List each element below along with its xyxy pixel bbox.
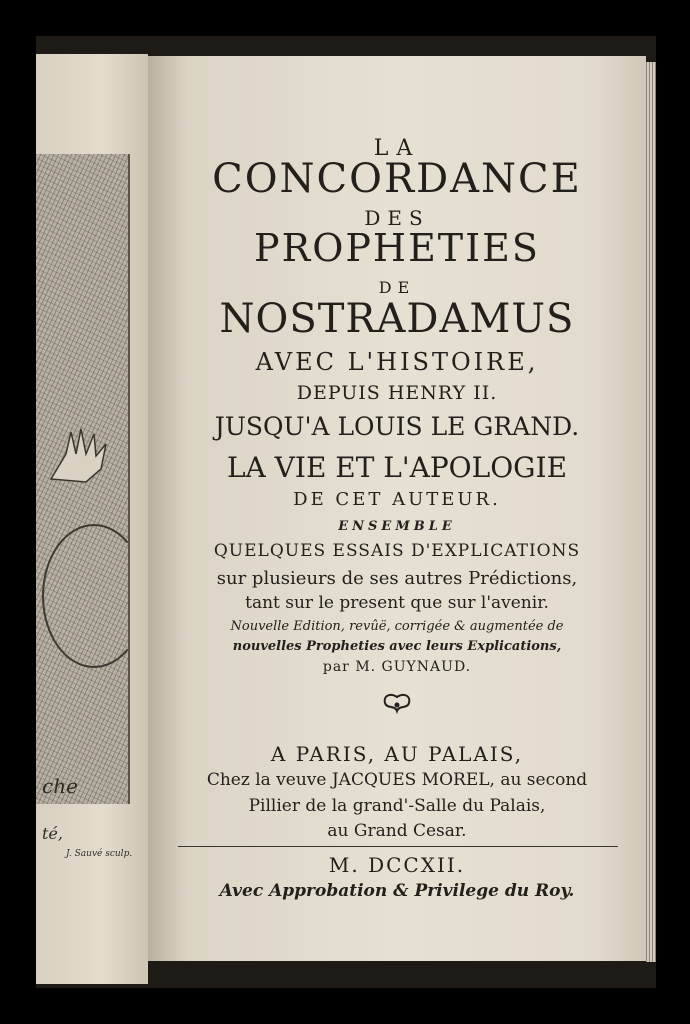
title-nouvelles-propheties: nouvelles Propheties avec leurs Explications, [232, 639, 562, 654]
frontispiece-caption-2: té, [42, 824, 63, 843]
title-ensemble: ENSEMBLE [338, 519, 456, 534]
title-vie-apologie: LA VIE ET L'APOLOGIE [226, 451, 568, 484]
imprint-rule [178, 846, 618, 847]
title-author: par M. GUYNAUD. [322, 659, 472, 675]
imprint-cesar: au Grand Cesar. [327, 821, 467, 841]
title-des: DES [364, 206, 430, 230]
title-propheties: PROPHETIES [254, 226, 540, 270]
imprint-paris: A PARIS, AU PALAIS, [270, 742, 524, 766]
title-la: LA [373, 136, 421, 161]
title-sur-plusieurs: sur plusieurs de ses autres Prédictions, [216, 568, 578, 589]
engraver-signature: J. Sauvé sculp. [66, 849, 133, 859]
title-nouvelle-edition: Nouvelle Edition, revûë, corrigée & augmentée de [230, 619, 564, 634]
imprint-chez: Chez la veuve JACQUES MOREL, au second [206, 770, 588, 790]
imprint-date: M. DCCXII. [328, 853, 466, 877]
page-edges [646, 62, 656, 962]
imprint-pillier: Pillier de la grand'-Salle du Palais, [248, 796, 546, 816]
imprint-approbation: Avec Approbation & Privilege du Roy. [219, 881, 575, 901]
book-photo [36, 36, 656, 988]
title-avec-histoire: AVEC L'HISTOIRE, [255, 348, 539, 376]
title-quelques-essais: QUELQUES ESSAIS D'EXPLICATIONS [213, 541, 581, 561]
frontispiece-page [36, 54, 148, 984]
hand-illustration [46, 424, 116, 484]
title-nostradamus: NOSTRADAMUS [219, 296, 575, 342]
title-tant-sur: tant sur le present que sur l'avenir. [245, 593, 549, 613]
astrolabe-illustration [42, 524, 146, 668]
title-depuis-henry: DEPUIS HENRY II. [296, 382, 498, 404]
title-jusqua-louis: JUSQU'A LOUIS LE GRAND. [214, 412, 580, 441]
frontispiece-engraving [36, 154, 130, 804]
title-page [148, 56, 646, 961]
frontispiece-caption: che [42, 774, 78, 798]
title-cet-auteur: DE CET AUTEUR. [293, 489, 501, 510]
title-de: DE [378, 278, 416, 297]
fleuron-ornament-icon [377, 693, 417, 715]
title-concordance: CONCORDANCE [212, 156, 582, 202]
